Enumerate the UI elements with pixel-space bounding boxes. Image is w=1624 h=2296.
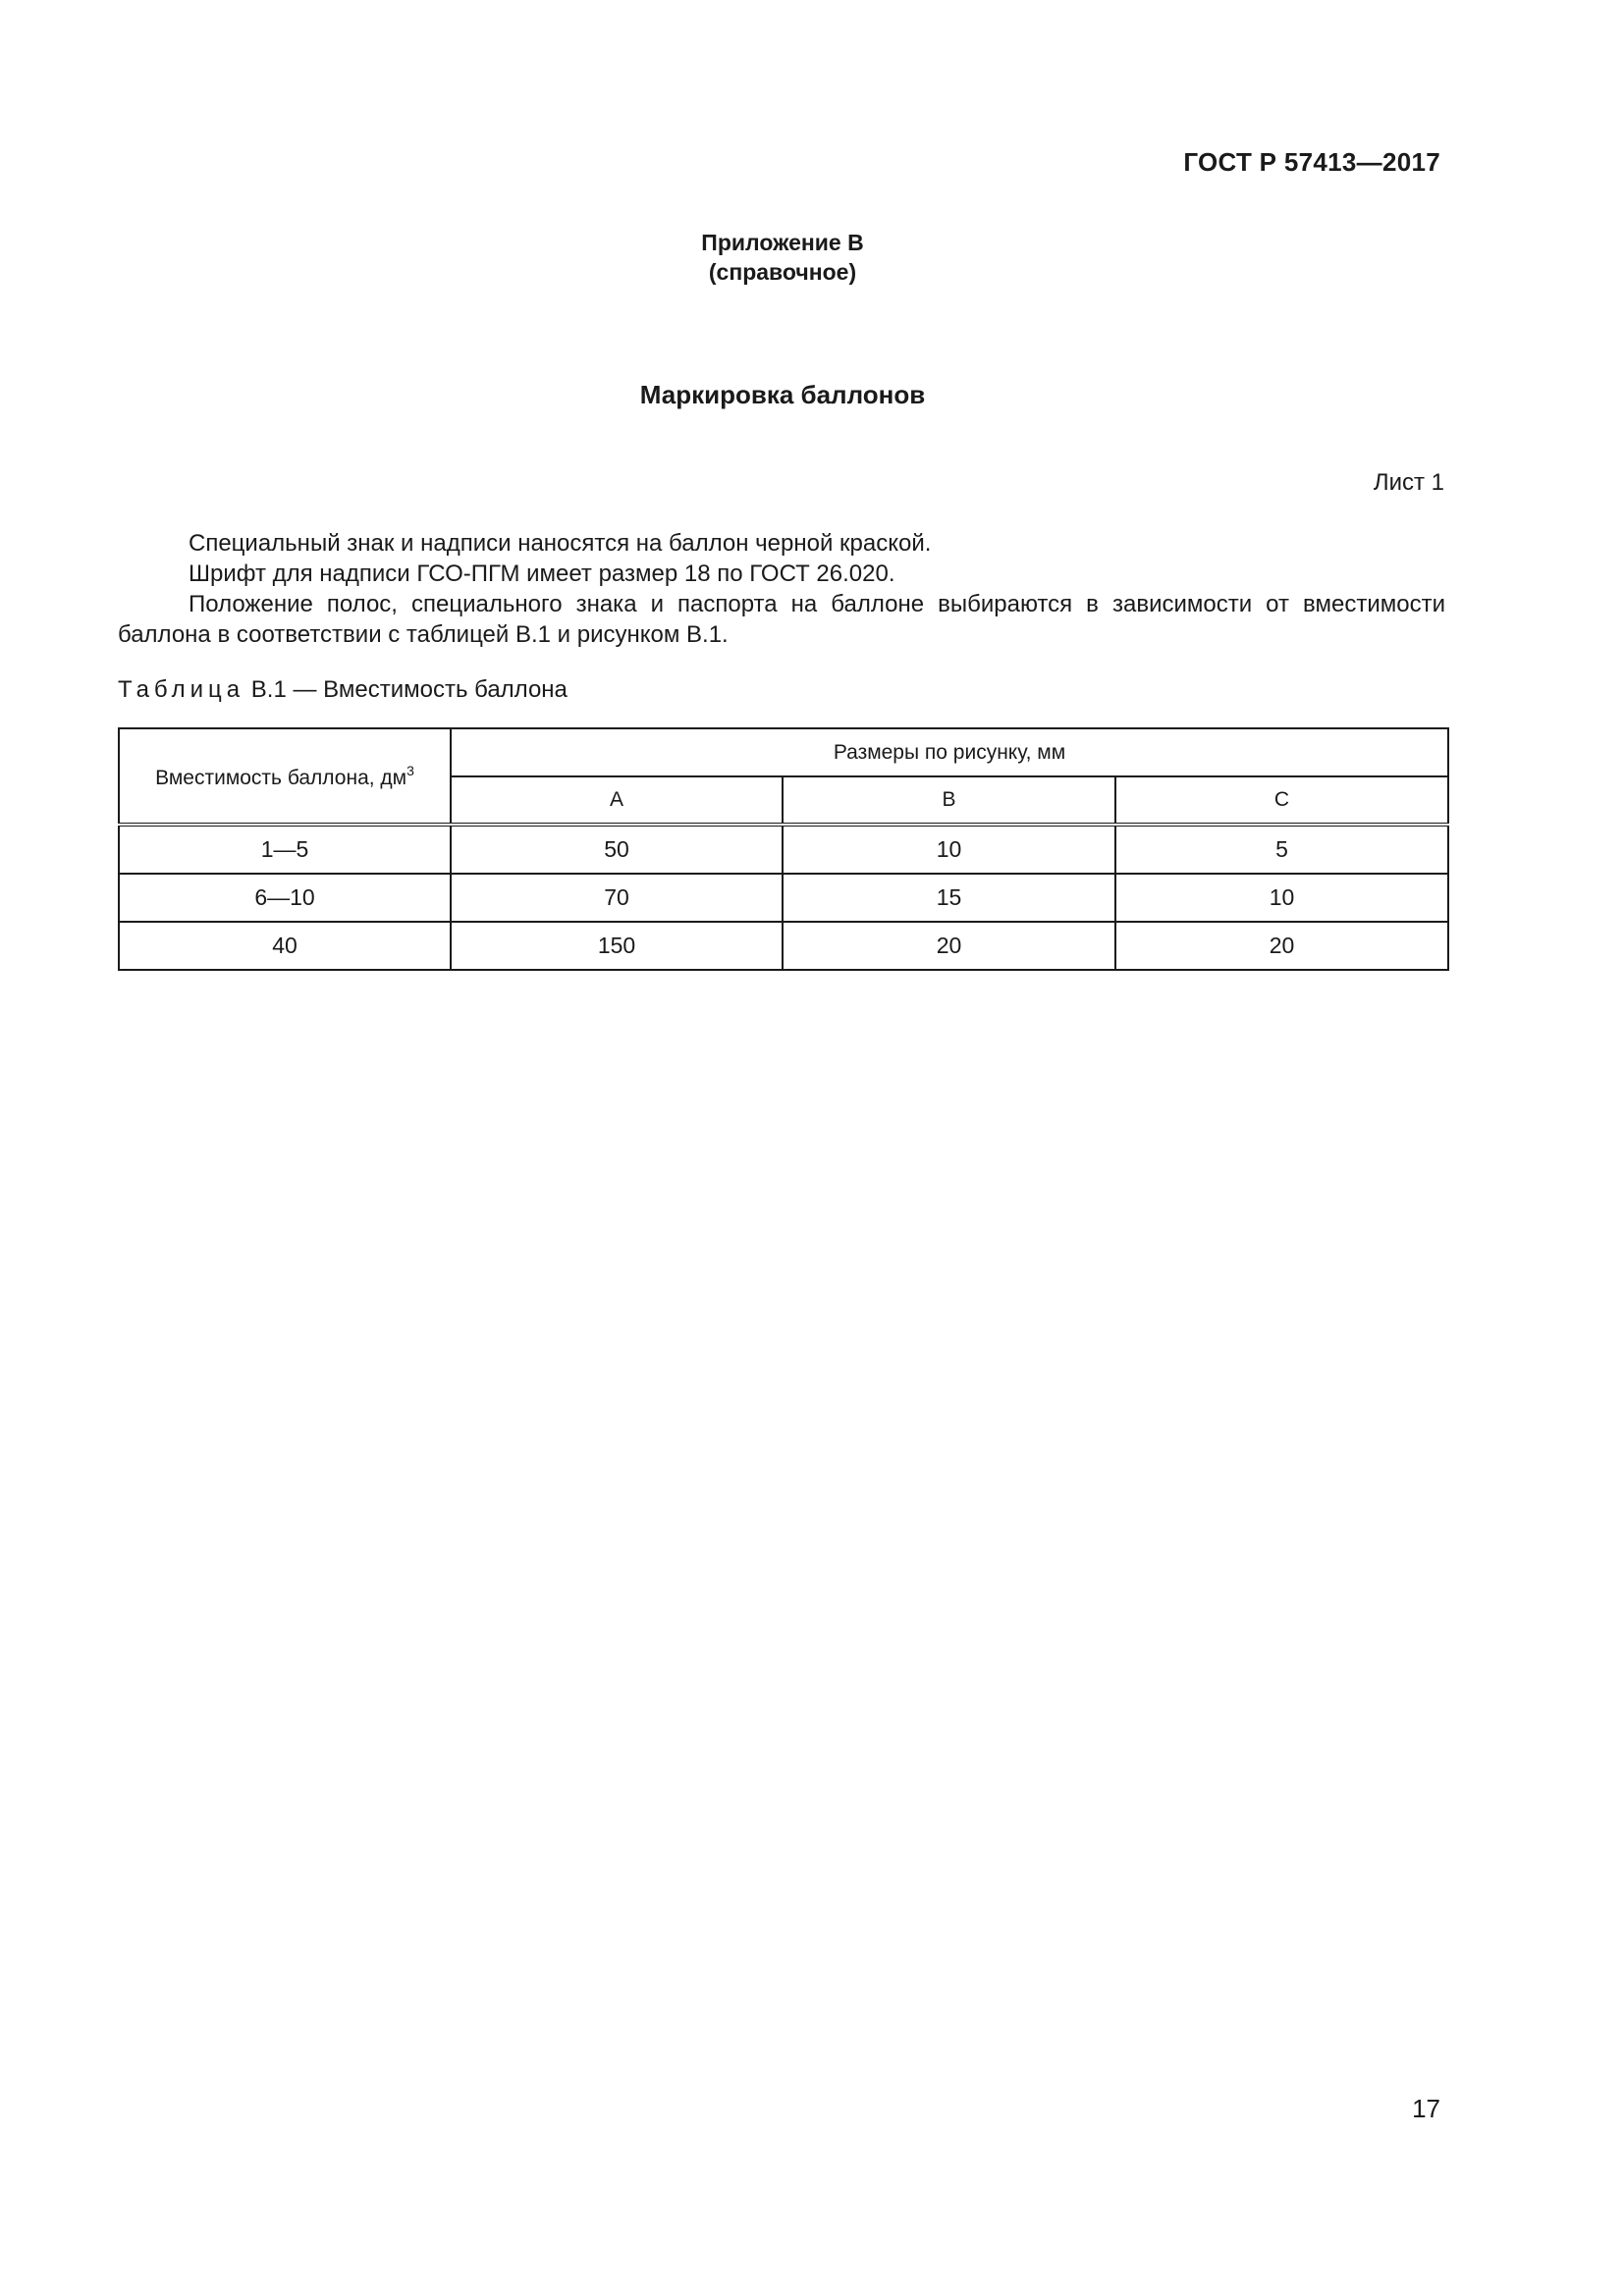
header-capacity-unit-exponent: 3 — [406, 762, 414, 778]
header-capacity-text: Вместимость баллона, дм — [155, 766, 407, 789]
header-col-a: А — [451, 776, 783, 825]
document-code: ГОСТ Р 57413—2017 — [1183, 147, 1440, 177]
table-row — [119, 825, 1448, 874]
table-row — [119, 874, 1448, 922]
table-cell: 6—10 — [119, 874, 451, 922]
table-cell: 15 — [783, 874, 1115, 922]
table-cell: 1—5 — [119, 825, 451, 874]
table-cell: 5 — [1115, 825, 1448, 874]
table-caption-word: Таблица — [118, 676, 245, 703]
header-col-c: С — [1115, 776, 1448, 825]
header-col-b: В — [783, 776, 1115, 825]
table-row — [119, 922, 1448, 970]
header-capacity — [119, 728, 451, 825]
table-cell: 70 — [451, 874, 783, 922]
table-caption-text: В.1 — Вместимость баллона — [250, 676, 568, 703]
paragraph: Шрифт для надписи ГСО-ПГМ имеет размер 18 по ГОСТ 26.020. — [189, 561, 895, 587]
body-text — [118, 528, 1445, 650]
paragraph: Специальный знак и надписи наносятся на баллон черной краской. — [189, 530, 932, 557]
page-number: 17 — [1412, 2094, 1440, 2123]
appendix-kind: (справочное) — [708, 259, 857, 285]
table-cell: 10 — [1115, 874, 1448, 922]
table-cell: 150 — [451, 922, 783, 970]
table-cell: 10 — [783, 825, 1115, 874]
sheet-label: Лист 1 — [1373, 469, 1444, 496]
table-cell: 20 — [1115, 922, 1448, 970]
appendix-title: Приложение В — [701, 230, 864, 255]
table-cell: 20 — [783, 922, 1115, 970]
section-title: Маркировка баллонов — [639, 380, 926, 409]
table-cell: 50 — [451, 825, 783, 874]
paragraph: Положение полос, специального знака и паспорта на баллоне выбираются в зависимости от вместимости баллона в соответствии с таблицей В.1 и рисунком В.1. — [118, 591, 1445, 648]
table-cell: 40 — [119, 922, 451, 970]
table-caption — [118, 676, 568, 704]
header-dimensions: Размеры по рисунку, мм — [451, 728, 1448, 776]
capacity-table — [118, 727, 1449, 971]
